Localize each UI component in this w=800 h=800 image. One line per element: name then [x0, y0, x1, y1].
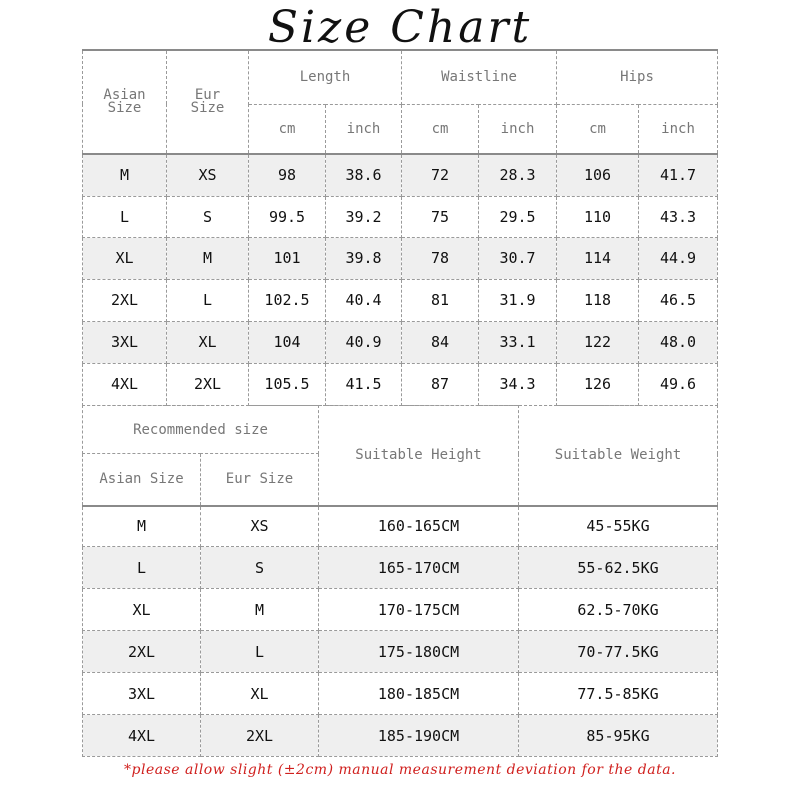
header-asian-size: Asian Size	[83, 50, 167, 154]
header-hips-cm: cm	[557, 104, 639, 154]
table-cell: 49.6	[639, 363, 718, 405]
table-cell: 3XL	[83, 321, 167, 363]
header-waistline: Waistline	[402, 50, 557, 104]
table-cell: 180-185CM	[319, 673, 519, 715]
table-cell: 102.5	[249, 279, 326, 321]
header-waist-cm: cm	[402, 104, 479, 154]
table-cell: L	[83, 547, 201, 589]
table-cell: M	[201, 589, 319, 631]
header-suitable-weight: Suitable Weight	[519, 406, 718, 506]
table-cell: 170-175CM	[319, 589, 519, 631]
table-cell: 40.9	[326, 321, 402, 363]
table-cell: 2XL	[201, 715, 319, 757]
table-cell: 85-95KG	[519, 715, 718, 757]
table-cell: 110	[557, 196, 639, 237]
table-cell: 31.9	[479, 279, 557, 321]
header-hips: Hips	[557, 50, 718, 104]
table-row	[83, 547, 718, 589]
table-cell: 48.0	[639, 321, 718, 363]
table-cell: 78	[402, 237, 479, 279]
recommended-size-table	[82, 405, 718, 757]
header-asian-size-2: Asian Size	[83, 454, 201, 506]
table-row	[83, 715, 718, 757]
header-eur-size: Eur Size	[167, 50, 249, 154]
header-waist-inch: inch	[479, 104, 557, 154]
table-cell: 30.7	[479, 237, 557, 279]
header-length-cm: cm	[249, 104, 326, 154]
table-cell: M	[83, 154, 167, 196]
table-row	[83, 154, 718, 196]
header-suitable-height: Suitable Height	[319, 406, 519, 506]
table-cell: 4XL	[83, 715, 201, 757]
table-cell: 185-190CM	[319, 715, 519, 757]
table-cell: XS	[167, 154, 249, 196]
measurement-note: *please allow slight (±2cm) manual measurement deviation for the data.	[124, 762, 676, 778]
table-cell: 34.3	[479, 363, 557, 405]
table-row	[83, 279, 718, 321]
table-cell: L	[167, 279, 249, 321]
table-cell: XS	[201, 506, 319, 547]
table-row	[83, 237, 718, 279]
table-cell: 99.5	[249, 196, 326, 237]
table-cell: 62.5-70KG	[519, 589, 718, 631]
table-cell: 41.7	[639, 154, 718, 196]
header-eur-size-2: Eur Size	[201, 454, 319, 506]
table-cell: XL	[83, 589, 201, 631]
table-row	[83, 631, 718, 673]
table-cell: 33.1	[479, 321, 557, 363]
table-cell: 41.5	[326, 363, 402, 405]
table-cell: 75	[402, 196, 479, 237]
table-cell: XL	[201, 673, 319, 715]
table-cell: 2XL	[83, 631, 201, 673]
table-cell: 106	[557, 154, 639, 196]
table-cell: XL	[167, 321, 249, 363]
table-cell: 28.3	[479, 154, 557, 196]
table-cell: L	[201, 631, 319, 673]
table-cell: 29.5	[479, 196, 557, 237]
header-hips-inch: inch	[639, 104, 718, 154]
table-cell: 39.8	[326, 237, 402, 279]
table-cell: 55-62.5KG	[519, 547, 718, 589]
table-cell: S	[201, 547, 319, 589]
table-cell: 38.6	[326, 154, 402, 196]
table-cell: L	[83, 196, 167, 237]
page-title: Size Chart	[267, 2, 533, 53]
table-cell: XL	[83, 237, 167, 279]
table-cell: S	[167, 196, 249, 237]
measurement-table	[82, 49, 718, 406]
table-row	[83, 363, 718, 405]
table-cell: 101	[249, 237, 326, 279]
table-cell: 4XL	[83, 363, 167, 405]
table-cell: 126	[557, 363, 639, 405]
table-cell: 114	[557, 237, 639, 279]
table-row	[83, 196, 718, 237]
table-cell: 87	[402, 363, 479, 405]
table-cell: 40.4	[326, 279, 402, 321]
table-cell: 104	[249, 321, 326, 363]
table-cell: 70-77.5KG	[519, 631, 718, 673]
table-cell: M	[167, 237, 249, 279]
table-row	[83, 673, 718, 715]
table-cell: 45-55KG	[519, 506, 718, 547]
table-cell: 3XL	[83, 673, 201, 715]
table-cell: 2XL	[83, 279, 167, 321]
table-row	[83, 589, 718, 631]
header-recommended-size: Recommended size	[83, 406, 319, 454]
table-cell: 84	[402, 321, 479, 363]
table-cell: 105.5	[249, 363, 326, 405]
table-cell: 98	[249, 154, 326, 196]
table-cell: 44.9	[639, 237, 718, 279]
table-cell: 72	[402, 154, 479, 196]
table-cell: 165-170CM	[319, 547, 519, 589]
table-cell: 77.5-85KG	[519, 673, 718, 715]
header-length: Length	[249, 50, 402, 104]
table-row	[83, 506, 718, 547]
table-cell: 43.3	[639, 196, 718, 237]
header-length-inch: inch	[326, 104, 402, 154]
table-cell: 118	[557, 279, 639, 321]
table-cell: 175-180CM	[319, 631, 519, 673]
table-cell: 2XL	[167, 363, 249, 405]
table-row	[83, 321, 718, 363]
table-cell: 39.2	[326, 196, 402, 237]
table-cell: 46.5	[639, 279, 718, 321]
table-cell: 81	[402, 279, 479, 321]
table-cell: 122	[557, 321, 639, 363]
table-cell: 160-165CM	[319, 506, 519, 547]
table-cell: M	[83, 506, 201, 547]
